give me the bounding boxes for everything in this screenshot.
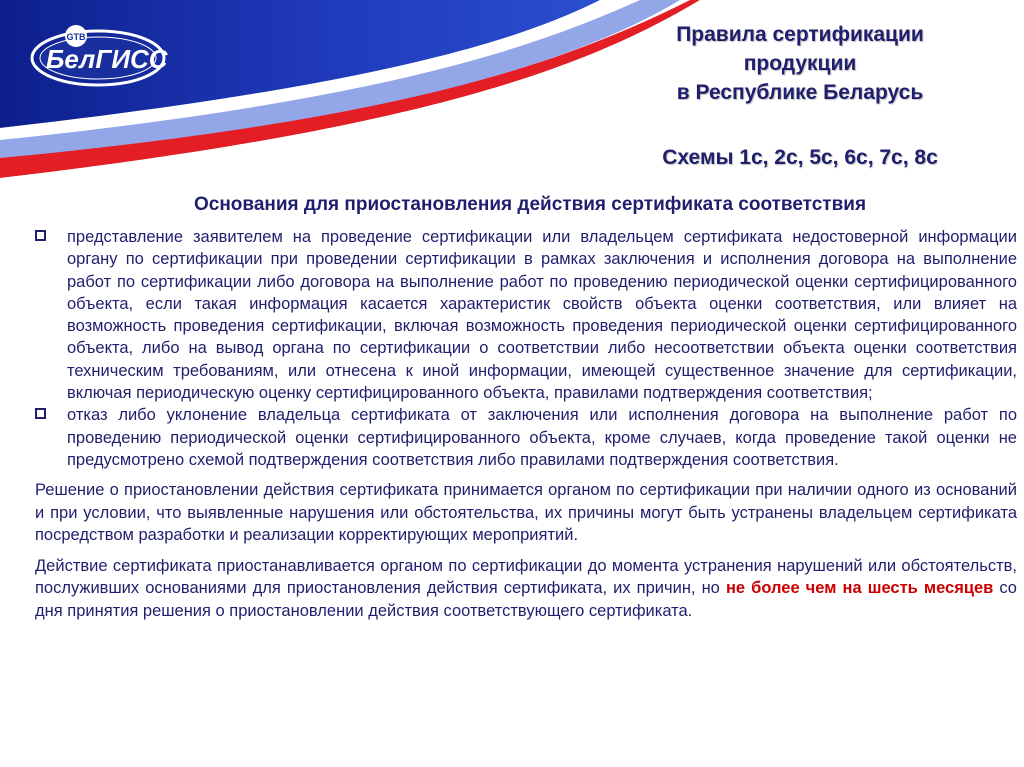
paragraph-text: со дня принятия решения о приостановлении действия соответствующего сертификата.: [35, 579, 1017, 620]
highlight-text: не более чем на шесть месяцев: [725, 579, 994, 598]
bullet-text: отказ либо уклонение владельца сертификата от заключения или исполнения договора на выполнение работ по проведению периодической оценки сертифицированного объекта, кроме случаев, когда проведение такой оценки не предусмотрено схемой подтверждения соответствия либо правилами подтверждения соответствия.: [67, 406, 1017, 469]
title-line: в Республике Беларусь: [676, 81, 924, 104]
checkbox-bullet-icon: [35, 408, 46, 419]
paragraph-decision: Решение о приостановлении действия сертификата принимается органом по сертификации при наличии одного из оснований и при условии, что выявленные нарушения или обстоятельства, их причины могут быть устранены владельцем сертификата посредством разработки и реализации корректирующих мероприятий.: [35, 481, 1017, 544]
checkbox-bullet-icon: [35, 230, 46, 241]
title-line: продукции: [743, 52, 857, 75]
logo-text: БелГИСС: [46, 44, 168, 74]
schemes-subtitle: Схемы 1с, 2с, 5с, 6с, 7с, 8с: [662, 146, 938, 169]
bullet-item: [35, 404, 1017, 471]
title-line: Правила сертификации: [676, 23, 924, 46]
bullet-text: представление заявителем на проведение сертификации или владельцем сертификата недостоверной информации органу по сертификации при проведении сертификации в рамках заключения и исполнения договора на выполнение работ по сертификации либо договора на выполнение работ по проведению периодической оценки сертифицированного объекта, если такая информация касается характеристик свойств объекта оценки соответствия, или влияет на возможность проведения сертификации, включая возможность проведения периодической оценки сертифицированного объекта, либо на вывод органа по сертификации о соответствии либо несоответствии объекта оценки соответствия техническим требованиям, или отнесена к иной информации, имеющей существенное значение для сертификации, включая периодическую оценку сертифицированного объекта, правилами подтверждения соответствия;: [67, 228, 1017, 403]
section-heading: Основания для приостановления действия сертификата соответствия: [193, 194, 867, 215]
paragraph-text: Действие сертификата приостанавливается органом по сертификации до момента устранения нарушений или обстоятельств, послуживших основаниями для приостановления действия сертификата, их причин, но: [35, 557, 1017, 598]
bullet-item: [35, 226, 1017, 404]
page-title: [600, 20, 1000, 107]
paragraph-suspension: [35, 555, 1017, 622]
content-body: [35, 226, 1017, 622]
svg-text:GTB: GTB: [66, 32, 86, 42]
